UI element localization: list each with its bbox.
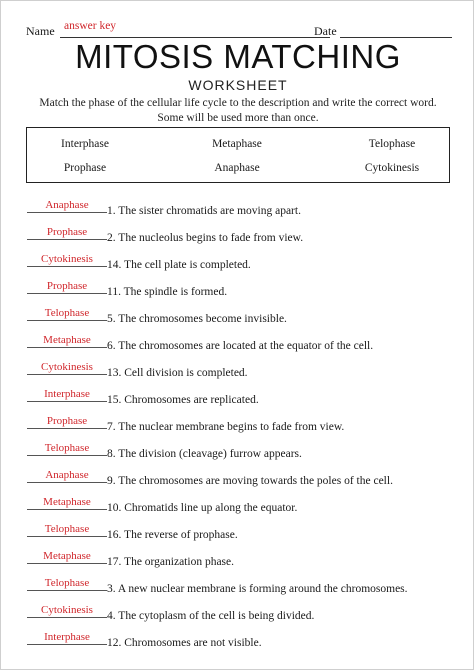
answer-text: Prophase [46, 280, 88, 292]
answer-text: Metaphase [43, 550, 91, 562]
answer-text: Telophase [44, 523, 90, 535]
word-bank-item: Metaphase [212, 138, 262, 150]
word-bank-item: Prophase [63, 162, 107, 174]
worksheet-subtitle: WORKSHEET [188, 77, 288, 93]
answer-text: Cytokinesis [41, 604, 93, 616]
item-description: 6. The chromosomes are located at the equator of the cell. [107, 340, 374, 352]
answer-blank[interactable] [27, 617, 107, 618]
item-description: 7. The nuclear membrane begins to fade from view. [107, 421, 345, 433]
name-label: Name [26, 24, 55, 38]
list-item [1, 276, 474, 303]
answer-blank[interactable] [27, 455, 107, 456]
item-description: 11. The spindle is formed. [107, 286, 228, 298]
item-description: 2. The nucleolus begins to fade from view. [107, 232, 304, 244]
answer-text: Telophase [44, 577, 90, 589]
answer-text: Prophase [46, 226, 88, 238]
answer-text: Prophase [46, 415, 88, 427]
item-description: 13. Cell division is completed. [107, 367, 248, 379]
list-item [1, 600, 474, 627]
answer-blank[interactable] [27, 266, 107, 267]
word-bank-item: Interphase [61, 138, 109, 150]
name-value: answer key [64, 20, 117, 32]
item-description: 12. Chromosomes are not visible. [107, 637, 262, 649]
answer-text: Metaphase [43, 496, 91, 508]
answer-blank[interactable] [27, 563, 107, 564]
list-item [1, 303, 474, 330]
item-description: 10. Chromatids line up along the equator. [107, 502, 298, 514]
answer-blank[interactable] [27, 239, 107, 240]
answer-blank[interactable] [27, 347, 107, 348]
answer-blank[interactable] [27, 536, 107, 537]
word-bank-item: Anaphase [214, 162, 260, 174]
answer-text: Metaphase [43, 334, 91, 346]
answer-text: Anaphase [45, 199, 89, 211]
item-description: 14. The cell plate is completed. [107, 259, 251, 271]
word-bank-item: Telophase [368, 138, 416, 150]
list-item [1, 573, 474, 600]
answer-blank[interactable] [27, 590, 107, 591]
answer-blank[interactable] [27, 401, 107, 402]
list-item [1, 195, 474, 222]
answer-text: Telophase [44, 442, 90, 454]
list-item [1, 546, 474, 573]
list-item [1, 627, 474, 654]
list-item [1, 330, 474, 357]
answer-text: Cytokinesis [41, 253, 93, 265]
item-description: 5. The chromosomes become invisible. [107, 313, 287, 325]
answer-blank[interactable] [27, 509, 107, 510]
list-item [1, 384, 474, 411]
answer-text: Interphase [44, 631, 90, 643]
answer-text: Cytokinesis [41, 361, 93, 373]
item-description: 1. The sister chromatids are moving apart. [107, 205, 301, 217]
answer-blank[interactable] [27, 320, 107, 321]
item-description: 9. The chromosomes are moving towards the poles of the cell. [107, 475, 393, 487]
item-description: 15. Chromosomes are replicated. [107, 394, 259, 406]
item-description: 3. A new nuclear membrane is forming around the chromosomes. [107, 583, 408, 595]
name-date-row [26, 20, 452, 40]
list-item [1, 222, 474, 249]
date-label: Date [314, 24, 337, 38]
answer-text: Telophase [44, 307, 90, 319]
answer-blank[interactable] [27, 482, 107, 483]
answer-text: Interphase [44, 388, 90, 400]
item-description: 8. The division (cleavage) furrow appears. [107, 448, 302, 460]
word-bank-item: Cytokinesis [364, 162, 420, 174]
item-description: 17. The organization phase. [107, 556, 234, 568]
answer-text: Anaphase [45, 469, 89, 481]
answer-blank[interactable] [27, 212, 107, 213]
item-description: 16. The reverse of prophase. [107, 529, 238, 541]
answer-blank[interactable] [27, 428, 107, 429]
answer-blank[interactable] [27, 293, 107, 294]
answer-blank[interactable] [27, 374, 107, 375]
list-item [1, 411, 474, 438]
list-item [1, 465, 474, 492]
list-item [1, 519, 474, 546]
word-bank [26, 127, 450, 183]
list-item [1, 357, 474, 384]
item-description: 4. The cytoplasm of the cell is being divided. [107, 610, 315, 622]
instructions: Match the phase of the cellular life cycle to the description and write the correct word. Some will be used more than once. [39, 97, 437, 124]
list-item [1, 492, 474, 519]
worksheet-title: MITOSIS MATCHING [75, 38, 401, 75]
list-item [1, 438, 474, 465]
answer-blank[interactable] [27, 644, 107, 645]
list-item [1, 249, 474, 276]
